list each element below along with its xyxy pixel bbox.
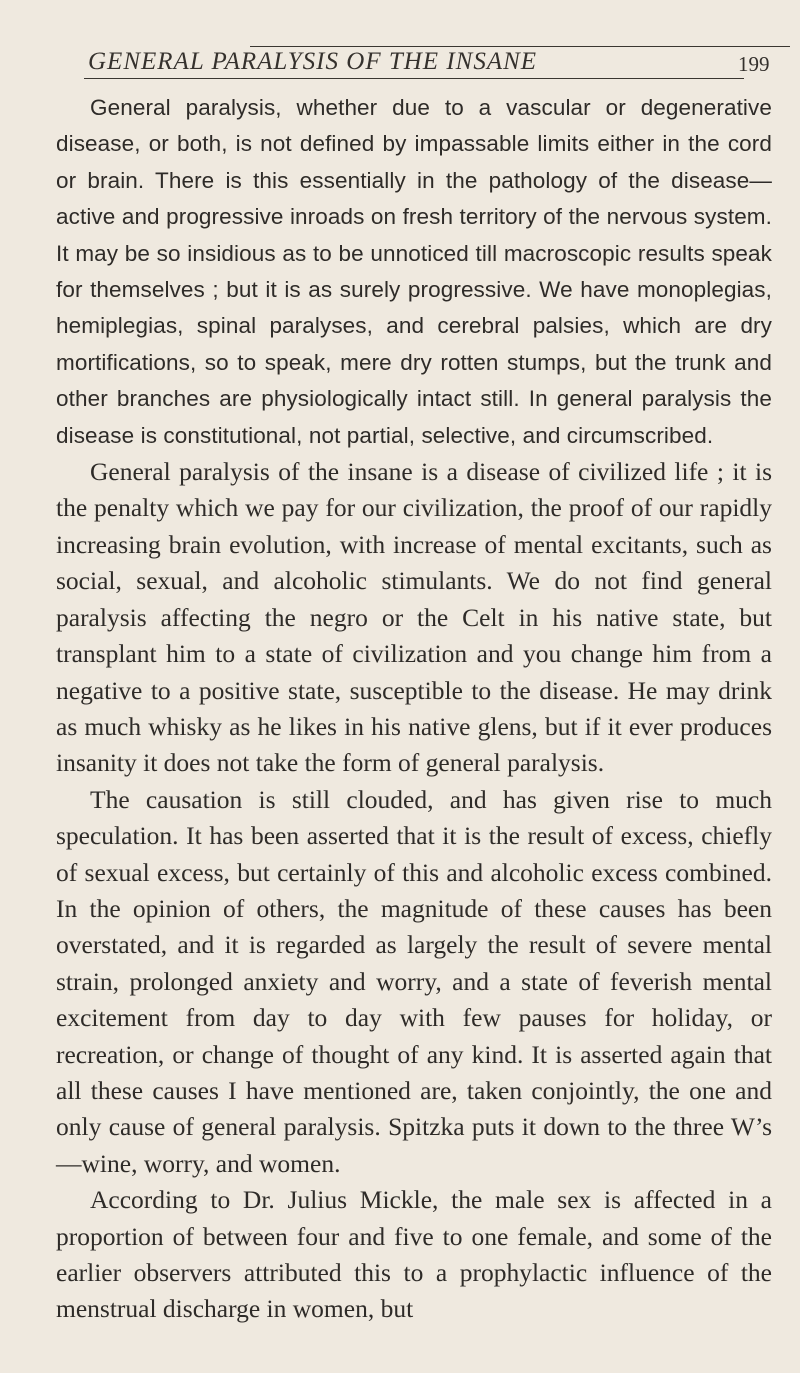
paragraph-1: General paralysis, whether due to a vascular or degenerative disease, or both, is not defined by impassable limits either in the cord or brain. There is this essentially in the pathology of the disease—active and progressive inroads on fresh territory of the nervous system. It may be so insidious as to be unnoticed till macroscopic results speak for themselves ; but it is as surely progressive. We have monoplegias, hemiplegias, spinal paralyses, and cerebral palsies, which are dry mortifications, so to speak, mere dry rotten stumps, but the trunk and other branches are physiologically intact still. In general paralysis the disease is constitutional, not partial, selective, and circumscribed. (56, 95, 772, 448)
body-text (56, 90, 772, 1328)
top-rule (250, 46, 790, 47)
header-rule (84, 78, 744, 79)
paragraph-3: The causation is still clouded, and has given rise to much speculation. It has been asserted that it is the result of excess, chiefly of sexual excess, but certainly of this and alcoholic excess combined. In the opinion of others, the magnitude of these causes has been overstated, and it is regarded as largely the result of severe mental strain, prolonged anxiety and worry, and a state of feverish mental excitement from day to day with few pauses for holiday, or recreation, or change of thought of any kind. It is asserted again that all these causes I have mentioned are, taken conjointly, the one and only cause of general paralysis. Spitzka puts it down to the three W’s—wine, worry, and women. (56, 784, 772, 1178)
paragraph-2: General paralysis of the insane is a disease of civilized life ; it is the penalty which we pay for our civilization, the proof of our rapidly increasing brain evolution, with increase of mental excitants, such as social, sexual, and alcoholic stimulants. We do not find general paralysis affecting the negro or the Celt in his native state, but transplant him to a state of civilization and you change him from a negative to a positive state, susceptible to the disease. He may drink as much whisky as he likes in his native glens, but if it ever produces insanity it does not take the form of general paralysis. (56, 457, 772, 778)
paragraph-4: According to Dr. Julius Mickle, the male sex is affected in a proportion of between four and five to one female, and some of the earlier observers attributed this to a prophylactic influence of the menstrual discharge in women, but (56, 1185, 772, 1324)
running-head: GENERAL PARALYSIS OF THE INSANE (88, 48, 538, 75)
page-number: 199 (738, 52, 770, 76)
